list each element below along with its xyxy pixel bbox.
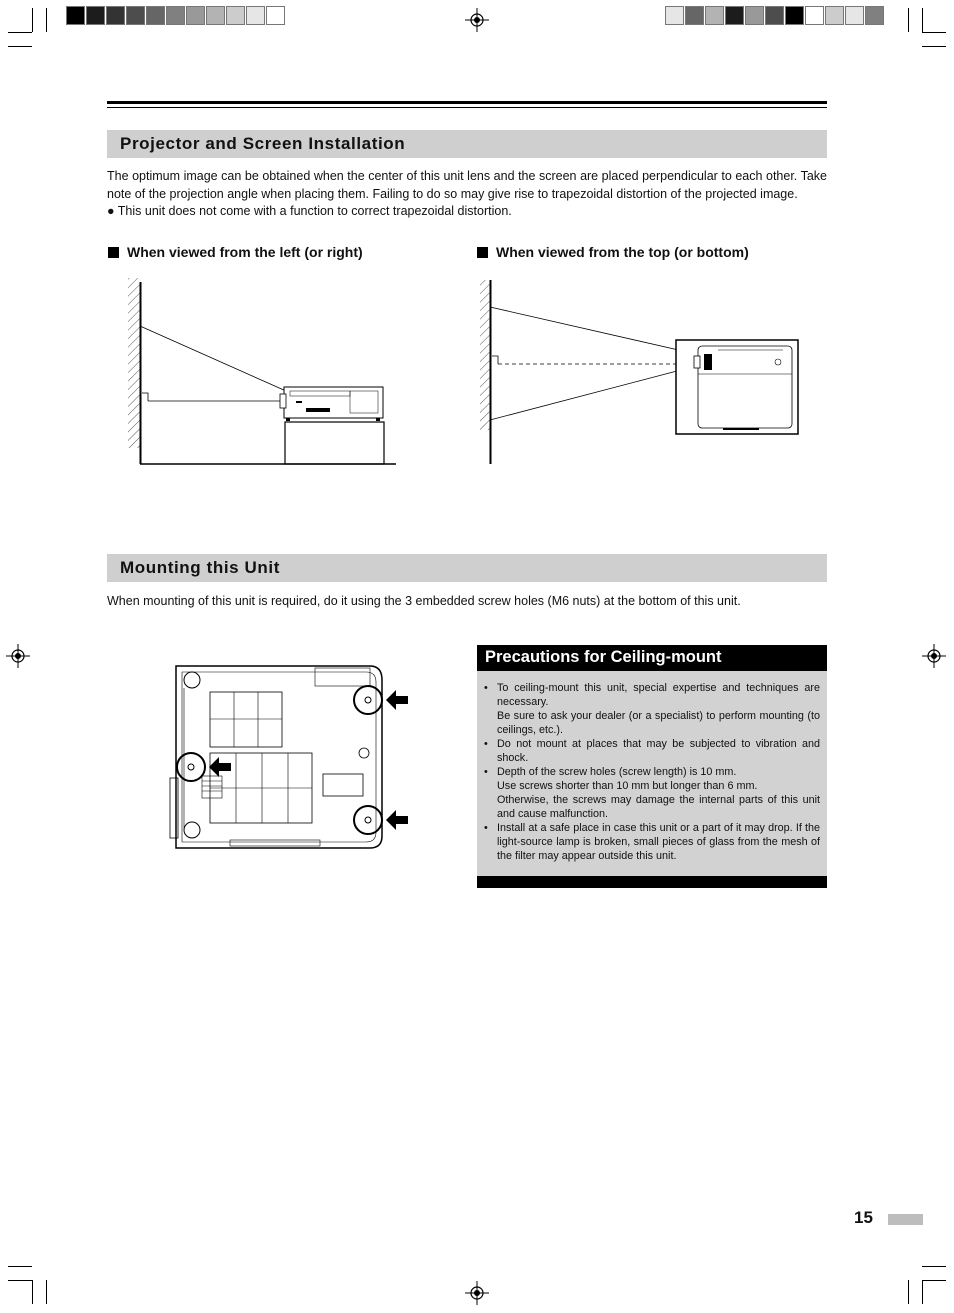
section-title: Projector and Screen Installation xyxy=(120,134,406,153)
swatch-cell xyxy=(685,6,704,25)
swatch-cell xyxy=(246,6,265,25)
page-number: 15 xyxy=(854,1208,873,1227)
registration-crosshair-icon xyxy=(6,644,30,668)
table xyxy=(285,422,384,464)
top-view-diagram xyxy=(478,270,808,470)
bottom-view-diagram xyxy=(160,658,420,853)
swatch-cell xyxy=(166,6,185,25)
header-rule-thin xyxy=(107,107,827,108)
grayscale-swatch-bar-left xyxy=(66,6,286,25)
precautions-panel xyxy=(477,645,827,888)
precaution-item xyxy=(497,737,820,765)
swatch-cell xyxy=(865,6,884,25)
precaution-line: • Depth of the screw holes (screw length) is 10 mm. xyxy=(497,766,737,778)
swatch-cell xyxy=(805,6,824,25)
swatch-cell xyxy=(266,6,285,25)
section-title: Mounting this Unit xyxy=(120,558,280,577)
projector-side-icon xyxy=(280,387,383,421)
swatch-cell xyxy=(825,6,844,25)
mounting-paragraph: When mounting of this unit is required, do it using the 3 embedded screw holes (M6 nuts) at the bottom of this unit. xyxy=(107,594,741,608)
installation-body xyxy=(107,168,827,221)
swatch-cell xyxy=(745,6,764,25)
grayscale-swatch-bar-right xyxy=(665,6,885,25)
projector-top-icon xyxy=(694,346,792,430)
square-bullet-icon xyxy=(108,247,119,258)
swatch-cell xyxy=(725,6,744,25)
swatch-cell xyxy=(785,6,804,25)
swatch-cell xyxy=(66,6,85,25)
swatch-cell xyxy=(206,6,225,25)
installation-paragraph: The optimum image can be obtained when the center of this unit lens and the screen are placed perpendicular to each other. Take note of the projection angle when placing them. Failing to do so may give rise to trapezoidal distortion of the projected image. xyxy=(107,169,827,201)
section-heading-installation xyxy=(107,130,827,158)
section-heading-mounting xyxy=(107,554,827,582)
header-rule-thick xyxy=(107,101,827,104)
precaution-item xyxy=(497,821,820,863)
square-bullet-icon xyxy=(477,247,488,258)
precaution-item xyxy=(497,765,820,821)
projection-ray xyxy=(140,326,286,391)
projection-ray-bottom xyxy=(490,366,696,420)
precaution-line: • To ceiling-mount this unit, special expertise and techniques are necessary. xyxy=(497,682,820,708)
precautions-footer-bar xyxy=(477,876,827,888)
precaution-line: • Install at a safe place in case this unit or a part of it may drop. If the light-source lamp is broken, small pieces of glass from the mesh of the filter may appear outside this unit. xyxy=(497,822,820,862)
installation-note: ● This unit does not come with a function to correct trapezoidal distortion. xyxy=(107,204,512,218)
registration-crosshair-icon xyxy=(922,644,946,668)
swatch-cell xyxy=(705,6,724,25)
precaution-line: Use screws shorter than 10 mm but longer than 6 mm. xyxy=(497,780,758,792)
precaution-line: Otherwise, the screws may damage the internal parts of this unit and cause malfunction. xyxy=(497,794,820,820)
swatch-cell xyxy=(106,6,125,25)
swatch-cell xyxy=(86,6,105,25)
side-view-diagram xyxy=(120,270,410,470)
registration-crosshair-icon xyxy=(465,8,489,32)
swatch-cell xyxy=(146,6,165,25)
precaution-item xyxy=(497,681,820,737)
subhead-top-view: When viewed from the top (or bottom) xyxy=(477,244,749,260)
precaution-line: Be sure to ask your dealer (or a specialist) to perform mounting (to ceilings, etc.). xyxy=(497,710,820,736)
swatch-cell xyxy=(845,6,864,25)
swatch-cell xyxy=(226,6,245,25)
page-tab-marker xyxy=(888,1214,923,1225)
precautions-list xyxy=(477,671,827,863)
subhead-side-view: When viewed from the left (or right) xyxy=(108,244,363,260)
wall-hatching xyxy=(128,278,140,448)
mounting-body xyxy=(107,593,827,611)
swatch-cell xyxy=(186,6,205,25)
swatch-cell xyxy=(765,6,784,25)
projection-ray-top xyxy=(490,307,696,354)
wall-hatching xyxy=(480,280,490,430)
swatch-cell xyxy=(126,6,145,25)
precautions-title: Precautions for Ceiling-mount xyxy=(477,645,827,671)
precaution-line: • Do not mount at places that may be subjected to vibration and shock. xyxy=(497,738,820,764)
swatch-cell xyxy=(665,6,684,25)
registration-crosshair-icon xyxy=(465,1281,489,1305)
